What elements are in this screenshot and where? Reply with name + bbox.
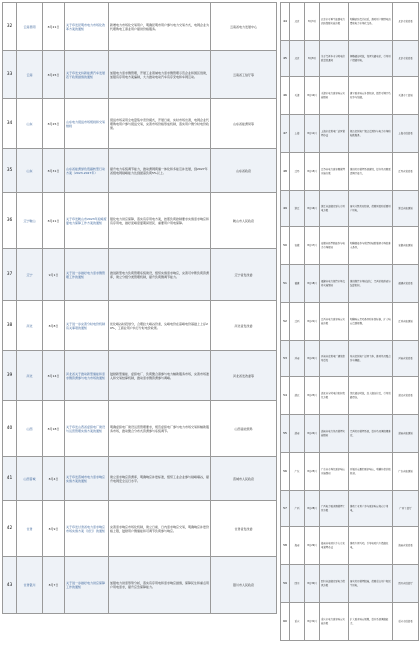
content-cell: 强化电力供应保障，落实有序用电方案，按照负荷控制要求实施需求响应和有序用电，做好迎峰度夏期间居民、重要用户用电保障。 <box>109 193 211 249</box>
document-cell: 河北省关于推动新型储能和需求侧资源参与电力市场的通知 <box>65 351 109 401</box>
table-row <box>281 41 419 77</box>
department-cell: 河北省发改委 <box>211 301 277 351</box>
date-cell: 8月14日 <box>43 351 65 401</box>
region-cell: 北京 <box>290 3 305 41</box>
document-cell: 山东电力现货市场规则和交易细则 <box>65 99 109 149</box>
region-cell: 四川 <box>290 565 305 603</box>
content-cell: 加强电力需求侧管理，开展工业领域电力需求侧管理示范企业和园区创建，加强有序用电方案编制，大力推动电动汽车有序充电和车网互动。 <box>109 51 211 99</box>
date-cell: 8月18日 <box>305 265 320 303</box>
table-row <box>3 401 277 457</box>
department-cell: 四川省经信厅 <box>393 565 419 603</box>
department-cell: 北京市发改委 <box>393 3 419 41</box>
row-number: 39 <box>3 351 17 401</box>
region-cell: 广西 <box>290 491 305 527</box>
content-cell: 新增电力市场化交易用户，明确昆明市用户参与电力交易方式，电网企业为代理购电工商业用户提供价格服务。 <box>109 3 211 51</box>
document-cell: 海南省电动汽车有序充电管理办法 <box>320 527 349 565</box>
row-number: 49 <box>281 191 290 227</box>
row-number: 33 <box>3 51 17 99</box>
table-row <box>3 501 277 557</box>
table-row <box>281 153 419 191</box>
table-row <box>281 415 419 453</box>
table-row <box>3 557 277 614</box>
department-cell: 安徽省能源局 <box>393 227 419 265</box>
document-cell: 关于进一步完善分时电价机制有关事项的通知 <box>65 301 109 351</box>
row-number: 51 <box>281 265 290 303</box>
date-cell: 8月21日 <box>43 193 65 249</box>
document-cell: 天津市电力需求响应实施细则 <box>320 77 349 115</box>
region-cell: 甘肃 <box>17 501 43 557</box>
row-number: 41 <box>3 457 17 501</box>
content-cell: 明确虚拟电厂建设运营管理要求，规范虚拟电厂参与电力市场交易和辅助服务市场，推动聚合分布式资源参与系统调节。 <box>109 401 211 457</box>
department-cell: 广东省能源局 <box>393 453 419 491</box>
date-cell: 8月17日 <box>305 227 320 265</box>
table-row <box>281 77 419 115</box>
row-number: 47 <box>281 115 290 153</box>
date-cell: 8月30日 <box>305 565 320 603</box>
row-number: 38 <box>3 301 17 351</box>
date-cell: 8月25日 <box>305 453 320 491</box>
document-cell: 上海市虚拟电厂运营管理办法 <box>320 115 349 153</box>
department-cell: 晋城市人民政府 <box>211 457 277 501</box>
department-cell: 江苏省发改委 <box>393 153 419 191</box>
document-cell: 浙江省迎峰度夏有序用电方案 <box>320 191 349 227</box>
department-cell: 重庆市经信委 <box>393 603 419 641</box>
content-cell: 明确响应启动条件和补偿标准，扩大响应资源规模。 <box>349 303 393 341</box>
department-cell: 银川市人民政府 <box>211 557 277 614</box>
content-cell: 推进现货市场试运行，完善价格形成与结算机制。 <box>349 265 393 303</box>
region-cell: 浙江 <box>290 191 305 227</box>
table-row <box>3 99 277 149</box>
department-cell: 云南省工信厅等 <box>211 51 277 99</box>
content-cell: 建立需求响应资源库，明确响应补偿标准，组织工业企业参与削峰填谷，提升电网安全运行水平。 <box>109 457 211 501</box>
department-cell: 海南省发改委 <box>393 527 419 565</box>
table-row <box>3 51 277 99</box>
table-row <box>281 527 419 565</box>
content-cell: 提升电力系统调节能力，推动源网荷储一体化和多能互补发展，到2027年省级电网削峰能力达到最高负荷5%以上。 <box>109 149 211 193</box>
region-cell: 辽宁鞍山 <box>17 193 43 249</box>
document-cell: 湖南省电力负荷管理实施细则 <box>320 415 349 453</box>
department-cell: 甘肃省发改委 <box>211 501 277 557</box>
table-row <box>281 3 419 41</box>
content-cell: 明确储能参与现货和辅助服务市场的准入条件。 <box>349 227 393 265</box>
region-cell: 云南 <box>17 51 43 99</box>
table-row <box>3 457 277 501</box>
department-cell: 山东省能源局等 <box>211 99 277 149</box>
department-cell: 云南省电力发展中心 <box>211 3 277 51</box>
row-number: 56 <box>281 453 290 491</box>
document-cell: 湖北省分时电价机制优化方案 <box>320 377 349 415</box>
department-cell: 天津市工信局 <box>393 77 419 115</box>
table-row <box>281 115 419 153</box>
document-cell: 关于印发支持新能源汽车发展若干政策措施的通知 <box>65 51 109 99</box>
department-cell: 上海市经信委 <box>393 115 419 153</box>
content-cell: 优化峰谷时段划分，合理拉大峰谷价差，尖峰电价在高峰电价基础上上浮20%，工商业用户执行分时电价政策。 <box>109 301 211 351</box>
content-cell: 培育虚拟电厂运营主体，推动负荷聚合参与调峰。 <box>349 341 393 377</box>
document-cell: 关于印发晋城市电力需求响应实施方案的通知 <box>65 457 109 501</box>
region-cell: 福建 <box>290 265 305 303</box>
table-row <box>281 453 419 491</box>
document-cell: 重庆市电力需求响应实施方案 <box>320 603 349 641</box>
document-cell: 关于进一步做好电力需求侧管理工作的通知 <box>65 249 109 301</box>
table-row <box>281 341 419 377</box>
department-cell: 鞍山市人民政府 <box>211 193 277 249</box>
date-cell: 8月31日 <box>43 149 65 193</box>
document-cell: 福建省电力现货市场交易实施细则 <box>320 265 349 303</box>
document-cell: 北京市可再生能源电力消纳保障实施方案 <box>320 3 349 41</box>
date-cell: 8月23日 <box>305 377 320 415</box>
region-cell: 江苏 <box>290 153 305 191</box>
date-cell: 8月28日 <box>305 491 320 527</box>
department-cell: 山东省政府 <box>211 149 277 193</box>
row-number: 55 <box>281 415 290 453</box>
date-cell: 8月16日 <box>305 191 320 227</box>
region-cell: 湖南 <box>290 415 305 453</box>
date-cell: 8月25日 <box>43 51 65 99</box>
date-cell: 8月29日 <box>305 527 320 565</box>
table-row <box>281 491 419 527</box>
date-cell: 8月8日 <box>43 301 65 351</box>
row-number: 54 <box>281 377 290 415</box>
table-row <box>281 227 419 265</box>
region-cell: 江西 <box>290 303 305 341</box>
department-cell: 辽宁省发改委 <box>211 249 277 301</box>
region-cell: 安徽 <box>290 227 305 265</box>
row-number: 59 <box>281 565 290 603</box>
region-cell: 海南 <box>290 527 305 565</box>
date-cell: 8月21日 <box>305 303 320 341</box>
date-cell: 8月21日 <box>43 3 65 51</box>
document-cell: 关于印发甘肃省电力需求响应市场实施方案（试行）的通知 <box>65 501 109 557</box>
region-cell: 河北 <box>17 301 43 351</box>
table-row <box>3 351 277 401</box>
document-cell: 广西电力需求侧管理工作方案 <box>320 491 349 527</box>
date-cell: 8月15日 <box>305 153 320 191</box>
content-cell: 推动车网互动，引导电动汽车错峰充电。 <box>349 527 393 565</box>
table-row <box>281 191 419 227</box>
date-cell: 8月31日 <box>305 603 320 641</box>
document-cell: 河南省虚拟电厂建设指导意见 <box>320 341 349 377</box>
department-cell: 湖南省能源局 <box>393 415 419 453</box>
row-number: 58 <box>281 527 290 565</box>
date-cell: 8月4日 <box>43 457 65 501</box>
row-number: 53 <box>281 341 290 377</box>
policy-table-left <box>2 2 277 614</box>
content-cell: 扩大需求响应规模，提升系统调峰能力。 <box>349 603 393 641</box>
content-cell: 现货市场采用全电量集中竞价模式，开展日前、实时市场出清，电网企业代理购电用户参与现货交易，完善市场价格形成机制，落实用户侧分时电价政策。 <box>109 99 211 149</box>
table-row <box>3 301 277 351</box>
document-cell: 山东省能源绿色低碳转型行动方案（2023-2027年） <box>65 149 109 193</box>
row-number: 37 <box>3 249 17 301</box>
document-cell: 广东省市场化需求响应实施细则 <box>320 453 349 491</box>
content-cell: 完善负荷管理系统，提升负荷调控精准度。 <box>349 415 393 453</box>
content-cell: 鼓励新型储能、虚拟电厂、负荷聚合商参与电力辅助服务市场，完善市场准入和交易结算机制，推动需求侧资源参与调峰。 <box>109 351 211 401</box>
content-cell: 完善需求响应市场化机制，建立日前、日内需求响应交易，明确响应补偿价格上限，鼓励用户侧储能和可调节负荷参与响应。 <box>109 501 211 557</box>
document-cell: 关于完善本市分时电价政策的通知 <box>320 41 349 77</box>
content-cell: 推进负荷管理系统建设，提升负荷侧灵活调节能力。 <box>349 153 393 191</box>
date-cell: 8月24日 <box>305 415 320 453</box>
region-cell: 河南 <box>290 341 305 377</box>
table-row <box>3 193 277 249</box>
content-cell: 优化峰谷时段，拉大峰谷价差，引导削峰填谷。 <box>349 377 393 415</box>
row-number: 40 <box>3 401 17 457</box>
department-cell: 河南省发改委 <box>393 341 419 377</box>
table-row <box>3 149 277 193</box>
row-number: 48 <box>281 153 290 191</box>
date-cell: 8月9日 <box>43 501 65 557</box>
table-row <box>281 377 419 415</box>
department-cell: 江西省能源局 <box>393 303 419 341</box>
region-cell: 山东 <box>17 99 43 149</box>
content-cell: 建立需求响应补偿机制，组织可调节负荷参与削峰。 <box>349 77 393 115</box>
department-cell: 福建省发改委 <box>393 265 419 303</box>
region-cell: 天津 <box>290 77 305 115</box>
table-row <box>281 303 419 341</box>
region-cell: 山西 <box>17 401 43 457</box>
department-cell: 北京市发改委 <box>393 41 419 77</box>
row-number: 35 <box>3 149 17 193</box>
date-cell: 9月1日 <box>43 249 65 301</box>
content-cell: 明确消纳责任权重，推动用户侧绿电消费和电力市场化交易。 <box>349 3 393 41</box>
document-cell: 关于印发鞍山市2023年迎峰度夏电力保障工作方案的通知 <box>65 193 109 249</box>
region-cell: 广东 <box>290 453 305 491</box>
table-row <box>281 265 419 303</box>
region-cell: 辽宁 <box>17 249 43 301</box>
region-cell: 北京 <box>290 41 305 77</box>
department-cell: 广西工信厅 <box>393 491 419 527</box>
content-cell: 加强电力供需形势分析，落实有序用电和需求响应措施，保障民生和重点用户用电需求，提升应急保障能力。 <box>109 557 211 614</box>
row-number: 46 <box>281 77 290 115</box>
content-cell: 推进新型电力负荷管理系统建设，组织实施需求响应，完善可中断负荷资源库，建立分级分类管理机制，提升负荷侧调节能力。 <box>109 249 211 301</box>
date-cell: 8月25日 <box>43 99 65 149</box>
date-cell: 8月11日 <box>305 115 320 153</box>
row-number: 36 <box>3 193 17 249</box>
row-number: 52 <box>281 303 290 341</box>
document-cell: 江苏省电力需求侧管理实施方案 <box>320 153 349 191</box>
date-cell: 8月18日 <box>43 401 65 457</box>
table-row <box>281 565 419 603</box>
date-cell: 8月3日 <box>305 3 320 41</box>
region-cell: 山东 <box>17 149 43 193</box>
row-number: 57 <box>281 491 290 527</box>
document-cell: 关于进一步做好电力供应保障工作的通知 <box>65 557 109 614</box>
row-number: 50 <box>281 227 290 265</box>
region-cell: 甘肃银川 <box>17 557 43 614</box>
row-number: 45 <box>281 41 290 77</box>
row-number: 42 <box>3 501 17 557</box>
document-cell: 四川省迎峰度夏电力保供方案 <box>320 565 349 603</box>
row-number: 44 <box>281 3 290 41</box>
table-row <box>3 3 277 51</box>
content-cell: 落实分级负荷控制，保障居民和重要用户用电。 <box>349 191 393 227</box>
table-row <box>3 249 277 301</box>
region-cell: 上海 <box>290 115 305 153</box>
department-cell: 河北省发改委等 <box>211 351 277 401</box>
row-number: 60 <box>281 603 290 641</box>
content-cell: 调整峰谷时段，设置尖峰电价，引导用户错峰用电。 <box>349 41 393 77</box>
row-number: 34 <box>3 99 17 149</box>
row-number: 43 <box>3 557 17 614</box>
region-cell: 重庆 <box>290 603 305 641</box>
document-cell: 安徽省新型储能参与电力市场规则 <box>320 227 349 265</box>
row-number: 32 <box>3 3 17 51</box>
region-cell: 云南昆明 <box>17 3 43 51</box>
department-cell: 浙江省能源局 <box>393 191 419 227</box>
document-cell: 江西省电力需求响应实施方案 <box>320 303 349 341</box>
content-cell: 推动工业用户参与需求响应和有序用电。 <box>349 491 393 527</box>
department-cell: 山西省能源局 <box>211 401 277 457</box>
policy-table-right <box>280 2 419 641</box>
content-cell: 规范虚拟电厂聚合资源参与电力市场和辅助服务。 <box>349 115 393 153</box>
table-row <box>281 603 419 641</box>
region-cell: 湖北 <box>290 377 305 415</box>
content-cell: 开展日前邀约需求响应，明确补偿价格机制。 <box>349 453 393 491</box>
date-cell: 8月10日 <box>305 77 320 115</box>
region-cell: 山西晋城 <box>17 457 43 501</box>
content-cell: 落实负荷管理措施，保障重点用户和民生用电。 <box>349 565 393 603</box>
document-cell: 关于印发昆明市电力市场化改革方案的通知 <box>65 3 109 51</box>
date-cell: 8月7日 <box>43 557 65 614</box>
date-cell: 8月22日 <box>305 341 320 377</box>
document-cell: 关于印发山西省虚拟电厂建设与运营管理实施方案的通知 <box>65 401 109 457</box>
department-cell: 湖北省发改委 <box>393 377 419 415</box>
date-cell: 8月8日 <box>305 41 320 77</box>
region-cell: 河北 <box>17 351 43 401</box>
